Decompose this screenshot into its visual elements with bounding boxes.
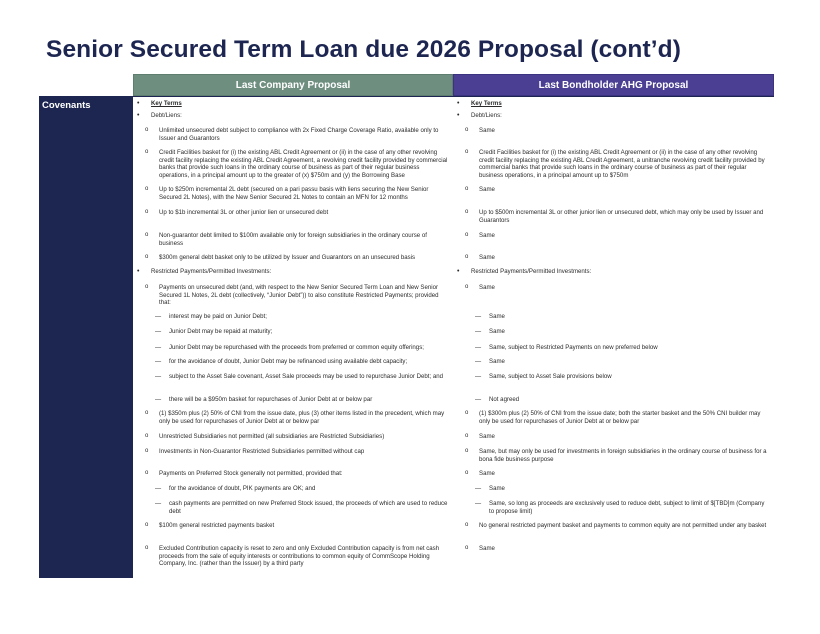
- sidebar-label-covenants: Covenants: [42, 100, 91, 111]
- list-item-text: Restricted Payments/Permitted Investments:: [471, 268, 592, 275]
- list-marker: —: [155, 313, 162, 320]
- list-item-text: Unrestricted Subsidiaries not permitted (all subsidiaries are Restricted Subsidiaries): [159, 433, 385, 440]
- list-item-text: Same: [489, 313, 505, 320]
- list-item-text: subject to the Asset Sale covenant, Asset Sale proceeds may be used to repurchase Junior Debt; and: [169, 373, 444, 380]
- list-item-text: Unlimited unsecured debt subject to compliance with 2x Fixed Charge Coverage Ratio, available only to Issuer and Guarantors: [159, 127, 439, 142]
- right-item-2: [465, 127, 770, 135]
- list-marker: o: [145, 254, 149, 260]
- right-item-10: [475, 313, 770, 321]
- left-item-15: [155, 396, 450, 404]
- left-item-23: [145, 545, 450, 568]
- right-item-16: [465, 410, 770, 425]
- list-marker: o: [465, 410, 469, 416]
- header-rule: [133, 96, 774, 97]
- left-item-14: [155, 373, 450, 381]
- right-item-18: [465, 448, 770, 463]
- list-item-text: Same, subject to Restricted Payments on new preferred below: [489, 344, 658, 351]
- list-item-text: Excluded Contribution capacity is reset to zero and only Excluded Contribution capacity is from net cash proceeds from the sale of equity interests or contributions to common equity of CommScope Holding Company, Inc. (rather than the Issuer) by a third party: [159, 545, 440, 568]
- list-marker: o: [465, 448, 469, 454]
- list-marker: •: [457, 100, 460, 107]
- list-item-text: Same, but may only be used for investments in foreign subsidiaries in the ordinary course of business for a bona fide business purpose: [479, 448, 767, 463]
- list-marker: o: [145, 522, 149, 528]
- list-item-text: Investments in Non-Guarantor Restricted Subsidiaries permitted without cap: [159, 448, 365, 455]
- left-item-3: [145, 149, 450, 179]
- list-item-text: Same, subject to Asset Sale provisions below: [489, 373, 612, 380]
- list-marker: —: [155, 344, 162, 351]
- list-marker: •: [457, 112, 460, 119]
- right-item-6: [465, 232, 770, 240]
- right-item-7: [465, 254, 770, 262]
- list-item-text: Same: [479, 186, 495, 193]
- sidebar: [39, 96, 133, 578]
- list-marker: —: [475, 485, 482, 492]
- list-marker: o: [145, 545, 149, 551]
- list-item-text: cash payments are permitted on new Preferred Stock issued, the proceeds of which are used to reduce debt: [169, 500, 448, 515]
- list-item-text: $300m general debt basket only to be utilized by Issuer and Guarantors on an unsecured basis: [159, 254, 416, 261]
- list-marker: —: [475, 358, 482, 365]
- list-item-text: (1) $350m plus (2) 50% of CNI from the issue date, plus (3) other items listed in the precedent, which may only be used for repurchases of Junior Debt at or below par: [159, 410, 445, 425]
- right-item-8: [457, 268, 770, 276]
- list-item-text: Debt/Liens:: [471, 112, 502, 119]
- left-item-4: [145, 186, 450, 201]
- right-item-22: [465, 522, 770, 530]
- list-item-text: there will be a $950m basket for repurchases of Junior Debt at or below par: [169, 396, 373, 403]
- list-item-text: Same: [479, 232, 495, 239]
- list-item-text: Same: [479, 470, 495, 477]
- list-marker: o: [145, 433, 149, 439]
- right-item-19: [465, 470, 770, 478]
- list-item-text: $100m general restricted payments basket: [159, 522, 275, 529]
- right-item-23: [465, 545, 770, 553]
- right-item-3: [465, 149, 770, 179]
- list-marker: o: [465, 127, 469, 133]
- list-marker: o: [465, 545, 469, 551]
- left-item-13: [155, 358, 450, 366]
- list-item-text: Same: [479, 433, 495, 440]
- list-item-text: Payments on unsecured debt (and, with respect to the New Senior Secured Term Loan and New Senior Secured 1L Notes, 2L debt (collectively, “Junior Debt”)) to also constitute Restricted Payments; provided that:: [159, 284, 439, 307]
- left-item-10: [155, 313, 450, 321]
- list-marker: o: [465, 522, 469, 528]
- right-item-13: [475, 358, 770, 366]
- left-item-17: [145, 433, 450, 441]
- list-marker: —: [155, 358, 162, 365]
- list-item-text: Credit Facilities basket for (i) the existing ABL Credit Agreement or (ii) in the case of any other revolving credit facility replacing the existing ABL Credit Agreement, a unitranche revolving credit facility provided by commercial banks that provide such loans in the ordinary course of business as part of their regular business operations, in a principal amount up to $750m: [479, 149, 765, 179]
- left-item-7: [145, 254, 450, 262]
- list-item-text: Key Terms: [151, 100, 182, 107]
- left-item-9: [145, 284, 450, 307]
- list-marker: —: [155, 328, 162, 335]
- right-item-14: [475, 373, 770, 381]
- right-item-5: [465, 209, 770, 224]
- left-item-22: [145, 522, 450, 530]
- list-marker: o: [145, 149, 149, 155]
- list-item-text: Key Terms: [471, 100, 502, 107]
- list-marker: o: [465, 232, 469, 238]
- list-item-text: for the avoidance of doubt, Junior Debt may be refinanced using available debt capacity;: [169, 358, 408, 365]
- list-item-text: interest may be paid on Junior Debt;: [169, 313, 267, 320]
- list-item-text: Same: [489, 358, 505, 365]
- right-item-21: [475, 500, 770, 515]
- left-item-20: [155, 485, 450, 493]
- list-item-text: Up to $250m incremental 2L debt (secured on a pari passu basis with liens securing the New Senior Secured 2L Notes), with the New Senior Secured 2L Notes to contain an MFN for 12 months: [159, 186, 429, 201]
- list-item-text: Same: [479, 127, 495, 134]
- list-marker: o: [465, 470, 469, 476]
- left-item-1: [137, 112, 450, 120]
- list-marker: o: [465, 209, 469, 215]
- list-marker: o: [145, 470, 149, 476]
- list-marker: —: [155, 500, 162, 507]
- right-item-1: [457, 112, 770, 120]
- list-marker: —: [155, 485, 162, 492]
- left-item-18: [145, 448, 450, 456]
- list-item-text: Same: [479, 254, 495, 261]
- left-item-2: [145, 127, 450, 142]
- list-marker: o: [465, 186, 469, 192]
- list-marker: •: [457, 268, 460, 275]
- list-marker: —: [475, 344, 482, 351]
- list-item-text: (1) $300m plus (2) 50% of CNI from the issue date; both the starter basket and the 50% CNI builder may only be used for repurchases of Junior Debt at or below par: [479, 410, 761, 425]
- list-item-text: Credit Facilities basket for (i) the existing ABL Credit Agreement or (ii) in the case of any other revolving credit facility replacing the existing ABL Credit Agreement, a revolving credit facility provided by commercial banks that provide such loans in the ordinary course of business as part of their regular business operations, in a principal amount up to the greater of (x) $750m and (y) the Borrowing Base: [159, 149, 448, 179]
- list-marker: —: [475, 500, 482, 507]
- left-item-5: [145, 209, 450, 217]
- right-item-20: [475, 485, 770, 493]
- right-item-0: [457, 100, 770, 108]
- right-item-17: [465, 433, 770, 441]
- list-marker: •: [137, 112, 140, 119]
- left-item-6: [145, 232, 450, 247]
- left-item-8: [137, 268, 450, 276]
- list-item-text: Up to $500m incremental 3L or other junior lien or unsecured debt, which may only be used by Issuer and Guarantors: [479, 209, 764, 224]
- list-marker: o: [145, 127, 149, 133]
- list-marker: o: [465, 254, 469, 260]
- list-marker: o: [145, 186, 149, 192]
- list-marker: —: [155, 396, 162, 403]
- list-marker: —: [475, 328, 482, 335]
- list-marker: o: [145, 410, 149, 416]
- list-marker: o: [145, 284, 149, 290]
- list-item-text: Debt/Liens:: [151, 112, 182, 119]
- list-item-text: No general restricted payment basket and payments to common equity are not permitted under any basket: [479, 522, 767, 529]
- right-item-4: [465, 186, 770, 194]
- list-marker: o: [145, 448, 149, 454]
- right-item-12: [475, 344, 770, 352]
- list-marker: —: [475, 396, 482, 403]
- list-marker: —: [475, 373, 482, 380]
- list-item-text: Same: [479, 545, 495, 552]
- left-item-16: [145, 410, 450, 425]
- left-item-0: [137, 100, 450, 108]
- page-title: Senior Secured Term Loan due 2026 Proposal (cont’d): [46, 36, 681, 63]
- list-marker: o: [465, 284, 469, 290]
- list-item-text: Up to $1b incremental 3L or other junior lien or unsecured debt: [159, 209, 329, 216]
- list-marker: o: [465, 433, 469, 439]
- list-marker: •: [137, 268, 140, 275]
- list-marker: o: [465, 149, 469, 155]
- list-marker: —: [475, 313, 482, 320]
- left-item-11: [155, 328, 450, 336]
- list-marker: •: [137, 100, 140, 107]
- list-item-text: Payments on Preferred Stock generally not permitted, provided that:: [159, 470, 343, 477]
- left-item-21: [155, 500, 450, 515]
- left-item-12: [155, 344, 450, 352]
- list-item-text: Junior Debt may be repaid at maturity;: [169, 328, 273, 335]
- list-item-text: Restricted Payments/Permitted Investments:: [151, 268, 272, 275]
- list-item-text: Not agreed: [489, 396, 520, 403]
- list-item-text: Same: [479, 284, 495, 291]
- list-item-text: for the avoidance of doubt, PIK payments are OK; and: [169, 485, 316, 492]
- list-item-text: Non-guarantor debt limited to $100m available only for foreign subsidiaries in the ordinary course of business: [159, 232, 427, 247]
- list-marker: o: [145, 232, 149, 238]
- list-item-text: Same, so long as proceeds are exclusively used to reduce debt, subject to limit of $[TBD]m (Company to propose limit): [489, 500, 765, 515]
- left-item-19: [145, 470, 450, 478]
- right-item-15: [475, 396, 770, 404]
- list-item-text: Same: [489, 485, 505, 492]
- column-header-company: Last Company Proposal: [133, 74, 453, 96]
- column-header-bondholder: Last Bondholder AHG Proposal: [453, 74, 774, 96]
- list-item-text: Same: [489, 328, 505, 335]
- list-marker: o: [145, 209, 149, 215]
- list-item-text: Junior Debt may be repurchased with the proceeds from preferred or common equity offerings;: [169, 344, 424, 351]
- right-item-11: [475, 328, 770, 336]
- list-marker: —: [155, 373, 162, 380]
- right-item-9: [465, 284, 770, 292]
